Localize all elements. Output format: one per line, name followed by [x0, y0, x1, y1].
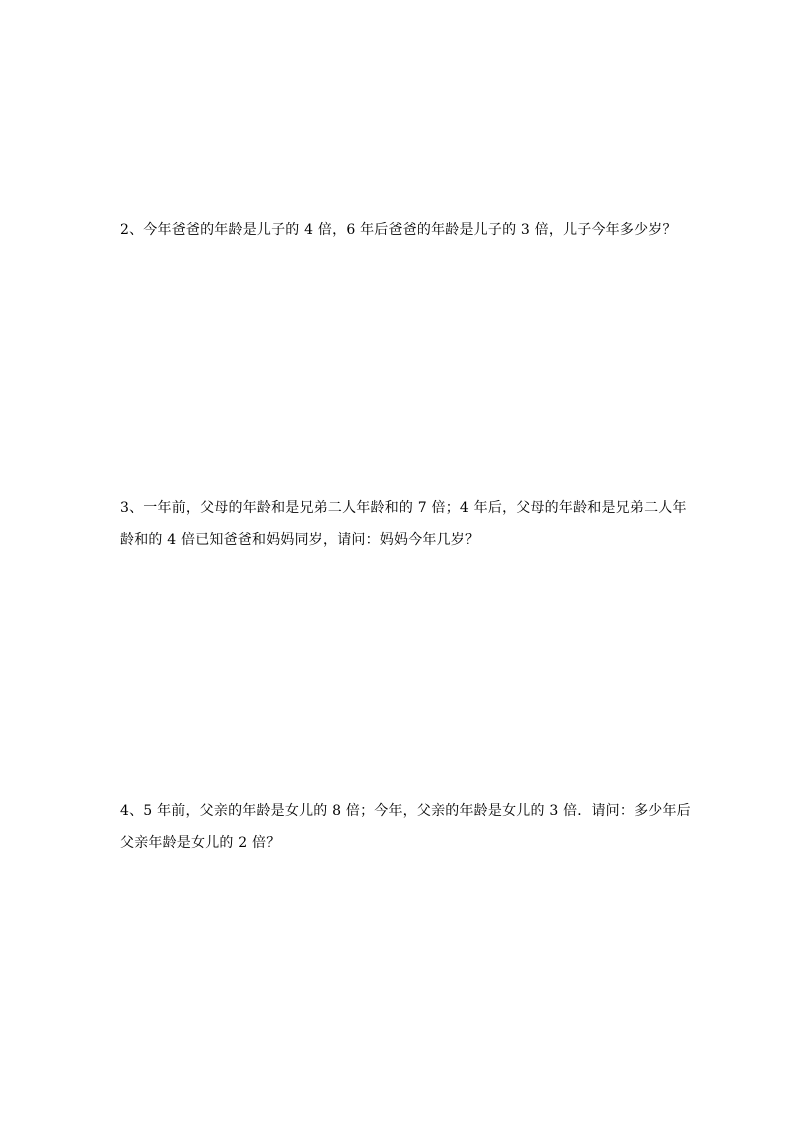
- question-2: [120, 214, 680, 246]
- question-4: [120, 795, 691, 859]
- question-3-line-2: 龄和的 4 倍已知爸爸和妈妈同岁，请问：妈妈今年几岁？: [120, 532, 480, 548]
- question-3-line-1: 3、一年前，父母的年龄和是兄弟二人年龄和的 7 倍；4 年后，父母的年龄和是兄弟二人年: [120, 500, 687, 516]
- question-4-line-2: 父亲年龄是女儿的 2 倍？: [120, 835, 281, 851]
- question-2-line-1: 2、今年爸爸的年龄是儿子的 4 倍，6 年后爸爸的年龄是儿子的 3 倍，儿子今年多少岁？: [120, 222, 677, 238]
- question-3: [120, 492, 687, 556]
- question-4-line-1: 4、5 年前，父亲的年龄是女儿的 8 倍；今年，父亲的年龄是女儿的 3 倍．请问：多少年后: [120, 803, 691, 819]
